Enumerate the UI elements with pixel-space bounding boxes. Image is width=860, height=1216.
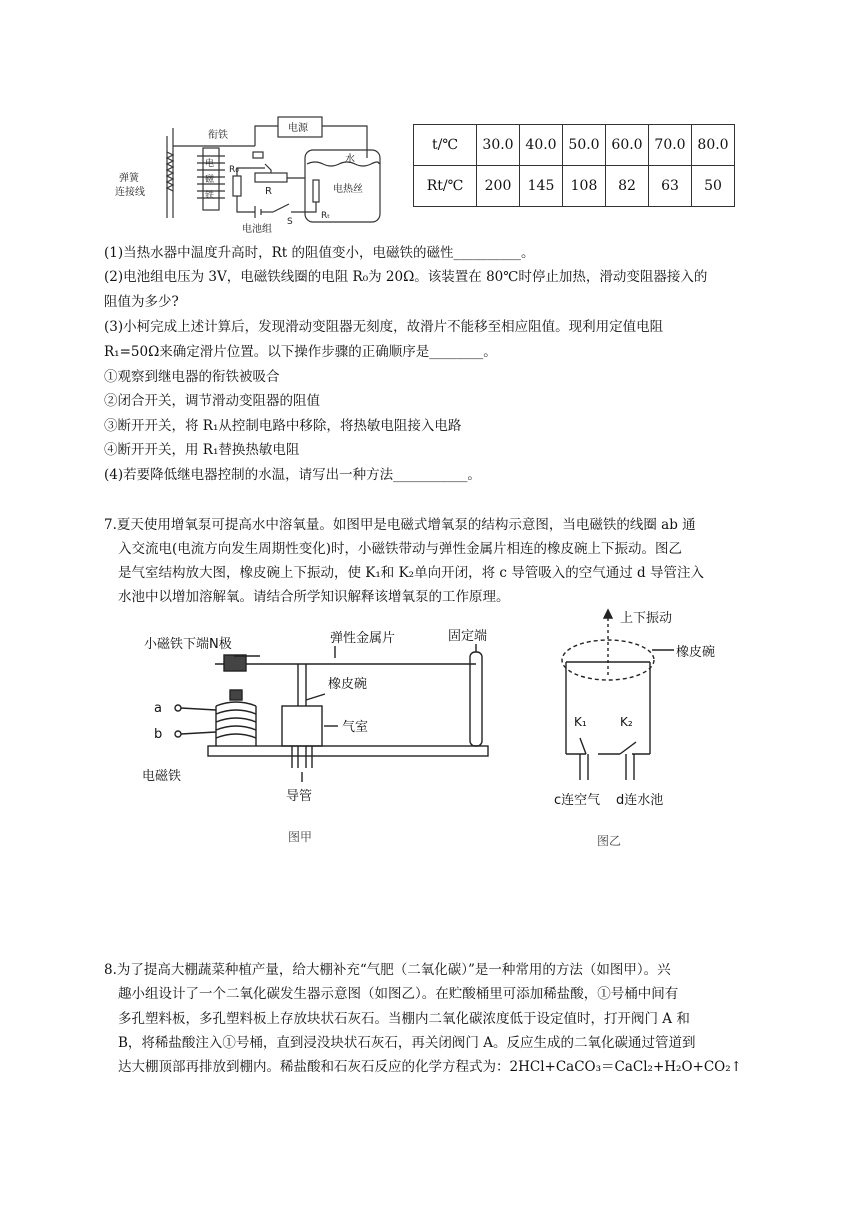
vibration-label: 上下振动 bbox=[620, 611, 673, 626]
q8-line-1: 8.为了提高大棚蔬菜种植产量，给大棚补充“气肥（二氧化碳）”是一种常用的方法（如图甲）。兴 bbox=[104, 962, 671, 978]
valve-k2-label: K₂ bbox=[620, 715, 633, 729]
table-cell: 145 bbox=[520, 166, 563, 207]
q8-line-2: 趣小组设计了一个二氧化碳发生器示意图（如图乙）。在贮酸桶里可添加稀盐酸，①号桶中间有 bbox=[118, 986, 679, 1002]
em-label-2: 磁 bbox=[205, 175, 215, 185]
air-chamber-label: 气室 bbox=[342, 720, 369, 735]
water-label: 水 bbox=[345, 154, 355, 165]
table-cell: 60.0 bbox=[606, 125, 649, 166]
q6-step-3: ③断开开关，将 R₁从控制电路中移除，将热敏电阻接入电路 bbox=[104, 418, 462, 434]
rt-label: Rₜ bbox=[321, 211, 330, 221]
wire-label: 连接线 bbox=[115, 187, 145, 198]
electromagnet-label: 电磁铁 bbox=[142, 769, 182, 784]
table-cell: 50 bbox=[692, 166, 735, 207]
table-cell: 200 bbox=[477, 166, 520, 207]
armature-label: 衔铁 bbox=[208, 130, 228, 141]
tube-label: 导管 bbox=[286, 789, 313, 804]
q8-line-5: 达大棚顶部再排放到棚内。稀盐酸和石灰石反应的化学方程式为：2HCl+CaCO₃＝CaCl₂+H₂O+CO₂↑ bbox=[118, 1059, 742, 1075]
q8-line-3: 多孔塑料板，多孔塑料板上存放块状石灰石。当棚内二氧化碳浓度低于设定值时，打开阀门 A 和 bbox=[118, 1011, 690, 1027]
metal-plate-label: 弹性金属片 bbox=[330, 631, 396, 646]
heater-label: 电热丝 bbox=[333, 184, 363, 195]
chamber-enlarged-figure bbox=[540, 604, 750, 814]
table-row bbox=[414, 166, 735, 207]
power-label: 电源 bbox=[288, 123, 308, 134]
q6-step-1: ①观察到继电器的衔铁被吸合 bbox=[104, 369, 280, 385]
table-cell: 70.0 bbox=[649, 125, 692, 166]
table-cell: 82 bbox=[606, 166, 649, 207]
figure-a-caption: 图甲 bbox=[288, 830, 313, 844]
magnet-label: 小磁铁下端N极 bbox=[144, 637, 232, 652]
table-header-temperature: t/℃ bbox=[414, 125, 477, 166]
c-air-label: c连空气 bbox=[554, 793, 601, 808]
pump-structure-figure bbox=[140, 622, 510, 822]
q6-part2-cont: 阻值为多少? bbox=[104, 294, 179, 310]
q8-line-4: B，将稀盐酸注入①号桶，直到浸没块状石灰石，再关闭阀门 A。反应生成的二氧化碳通过管道到 bbox=[118, 1035, 696, 1051]
q6-part1: (1)当热水器中温度升高时，Rt 的阻值变小，电磁铁的磁性__________。 bbox=[104, 245, 535, 261]
spring-label: 弹簧 bbox=[119, 173, 139, 184]
em-label-1: 电 bbox=[205, 159, 215, 169]
temperature-resistance-table bbox=[413, 124, 735, 207]
battery-label: 电池组 bbox=[242, 224, 272, 233]
fixed-end-label: 固定端 bbox=[448, 629, 488, 644]
q6-part3-cont: R₁=50Ω来确定滑片位置。以下操作步骤的正确顺序是________。 bbox=[104, 344, 497, 360]
table-header-resistance: Rt/℃ bbox=[414, 166, 477, 207]
rubber-bowl-label: 橡皮碗 bbox=[328, 677, 368, 692]
figure-b-caption: 图乙 bbox=[597, 834, 622, 848]
em-label-3: 铁 bbox=[205, 191, 215, 201]
d-pool-label: d连水池 bbox=[616, 793, 664, 808]
valve-k1-label: K₁ bbox=[574, 715, 587, 729]
table-cell: 40.0 bbox=[520, 125, 563, 166]
q6-step-2: ②闭合开关，调节滑动变阻器的阻值 bbox=[104, 393, 320, 409]
q6-step-4: ④断开开关，用 R₁替换热敏电阻 bbox=[104, 442, 300, 458]
circuit-diagram bbox=[105, 108, 405, 233]
switch-label: S bbox=[287, 217, 293, 227]
q6-part2: (2)电池组电压为 3V，电磁铁线圈的电阻 R₀为 20Ω。该装置在 80℃时停止加热，滑动变阻器接入的 bbox=[104, 269, 708, 285]
q7-line-4: 水池中以增加溶解氧。请结合所学知识解释该增氧泵的工作原理。 bbox=[118, 589, 510, 605]
q6-part3: (3)小柯完成上述计算后，发现滑动变阻器无刻度，故滑片不能移至相应阻值。现利用定值电阻 bbox=[104, 319, 664, 335]
table-cell: 108 bbox=[563, 166, 606, 207]
table-cell: 50.0 bbox=[563, 125, 606, 166]
table-row bbox=[414, 125, 735, 166]
r-label: R bbox=[265, 186, 272, 197]
terminal-b-label: b bbox=[154, 727, 163, 742]
q7-line-1: 7.夏天使用增氧泵可提高水中溶氧量。如图甲是电磁式增氧泵的结构示意图，当电磁铁的线圈 ab 通 bbox=[104, 517, 696, 533]
q7-line-3: 是气室结构放大图，橡皮碗上下振动，使 K₁和 K₂单向开闭，将 c 导管吸入的空气通过 d 导管注入 bbox=[118, 565, 704, 581]
r0-label: R₀ bbox=[229, 165, 239, 175]
table-cell: 30.0 bbox=[477, 125, 520, 166]
q7-line-2: 入交流电(电流方向发生周期性变化)时，小磁铁带动与弹性金属片相连的橡皮碗上下振动。图乙 bbox=[118, 541, 683, 557]
table-cell: 80.0 bbox=[692, 125, 735, 166]
terminal-a-label: a bbox=[154, 701, 162, 716]
rubber-bowl-label-b: 橡皮碗 bbox=[676, 645, 716, 660]
q6-part4: (4)若要降低继电器控制的水温，请写出一种方法___________。 bbox=[104, 467, 481, 483]
table-cell: 63 bbox=[649, 166, 692, 207]
